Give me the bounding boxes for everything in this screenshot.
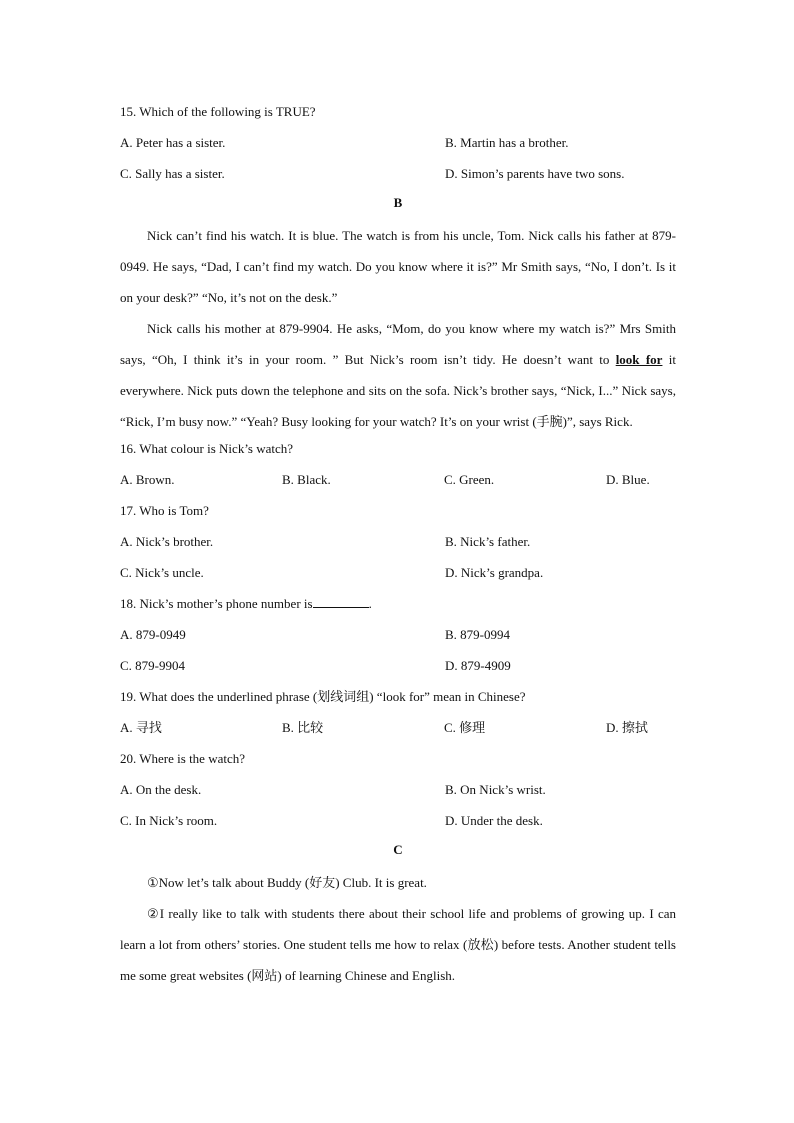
answer-blank — [313, 593, 369, 608]
q16-options-row — [120, 468, 676, 499]
q19-option-d: D. 擦拭 — [606, 720, 648, 735]
q17-options-row-2 — [120, 561, 676, 592]
question-16: 16. What colour is Nick’s watch? — [120, 441, 294, 456]
q20-option-c: C. In Nick’s room. — [120, 813, 218, 828]
question-18 — [120, 592, 676, 623]
section-b-paragraph-1: Nick can’t find his watch. It is blue. The watch is from his uncle, Tom. Nick calls his father at 879-0949. He says, “Dad, I can’t find my watch. Do you know where it is?” Mr Smith says, “No, I don’t. Is it on your desk?” “No, it’s not on the desk.” — [120, 228, 676, 305]
q17-option-b: B. Nick’s father. — [445, 534, 531, 549]
q18-end: . — [368, 596, 372, 611]
q18-text: 18. Nick’s mother’s phone number is — [120, 596, 313, 611]
question-19: 19. What does the underlined phrase (划线词组) “look for” mean in Chinese? — [120, 689, 526, 704]
q18-option-b: B. 879-0994 — [445, 627, 510, 642]
section-c-heading: C — [393, 842, 403, 857]
q17-options-row-1 — [120, 530, 676, 561]
section-b-heading: B — [393, 195, 403, 210]
q20-option-a: A. On the desk. — [120, 782, 202, 797]
q16-option-a: A. Brown. — [120, 472, 175, 487]
q19-option-b: B. 比较 — [282, 720, 324, 735]
q19-options-row — [120, 716, 676, 747]
q16-option-c: C. Green. — [444, 472, 495, 487]
q16-option-d: D. Blue. — [606, 472, 650, 487]
q20-option-b: B. On Nick’s wrist. — [445, 782, 546, 797]
q17-option-c: C. Nick’s uncle. — [120, 565, 204, 580]
q19-option-c: C. 修理 — [444, 720, 486, 735]
q18-options-row-2 — [120, 654, 676, 685]
section-c-paragraph-1: ①Now let’s talk about Buddy (好友) Club. It is great. — [147, 875, 427, 890]
question-15: 15. Which of the following is TRUE? — [120, 104, 316, 119]
q18-options-row-1 — [120, 623, 676, 654]
q18-option-d: D. 879-4909 — [445, 658, 511, 673]
q15-option-d: D. Simon’s parents have two sons. — [445, 166, 625, 181]
section-c-paragraph-2: ②I really like to talk with students there about their school life and problems of growing up. I can learn a lot from others’ stories. One student tells me how to relax (放松) before tests. Another student tells me some great websites (网站) of learning Chinese and English. — [120, 906, 676, 983]
q18-option-a: A. 879-0949 — [120, 627, 186, 642]
p2-text-before: Nick calls his mother at 879-9904. He asks, “Mom, do you know where my watch is?” Mrs Smith says, “Oh, I think it’s in your room. ” But Nick’s room isn’t tidy. He doesn’t want to — [120, 321, 676, 367]
q20-options-row-2 — [120, 809, 676, 840]
q15-option-a: A. Peter has a sister. — [120, 135, 226, 150]
q15-options-row-2 — [120, 162, 676, 193]
p2-text-after: it everywhere. Nick puts down the telephone and sits on the sofa. Nick’s brother says, “Nick, I...” Nick says, “Rick, I’m busy now.” “Yeah? Busy looking for your watch? It’s on your wrist (手腕)”, says Rick. — [120, 352, 676, 429]
q20-option-d: D. Under the desk. — [445, 813, 543, 828]
q20-options-row-1 — [120, 778, 676, 809]
q15-option-b: B. Martin has a brother. — [445, 135, 569, 150]
section-b-paragraph-2 — [120, 313, 676, 437]
q17-option-a: A. Nick’s brother. — [120, 534, 214, 549]
q19-option-a: A. 寻找 — [120, 720, 162, 735]
document-page — [120, 100, 676, 991]
q17-option-d: D. Nick’s grandpa. — [445, 565, 544, 580]
q15-option-c: C. Sally has a sister. — [120, 166, 225, 181]
q15-options-row-1 — [120, 131, 676, 162]
q16-option-b: B. Black. — [282, 472, 331, 487]
underlined-phrase: look for — [615, 352, 663, 367]
q18-option-c: C. 879-9904 — [120, 658, 185, 673]
question-17: 17. Who is Tom? — [120, 503, 209, 518]
question-20: 20. Where is the watch? — [120, 751, 246, 766]
